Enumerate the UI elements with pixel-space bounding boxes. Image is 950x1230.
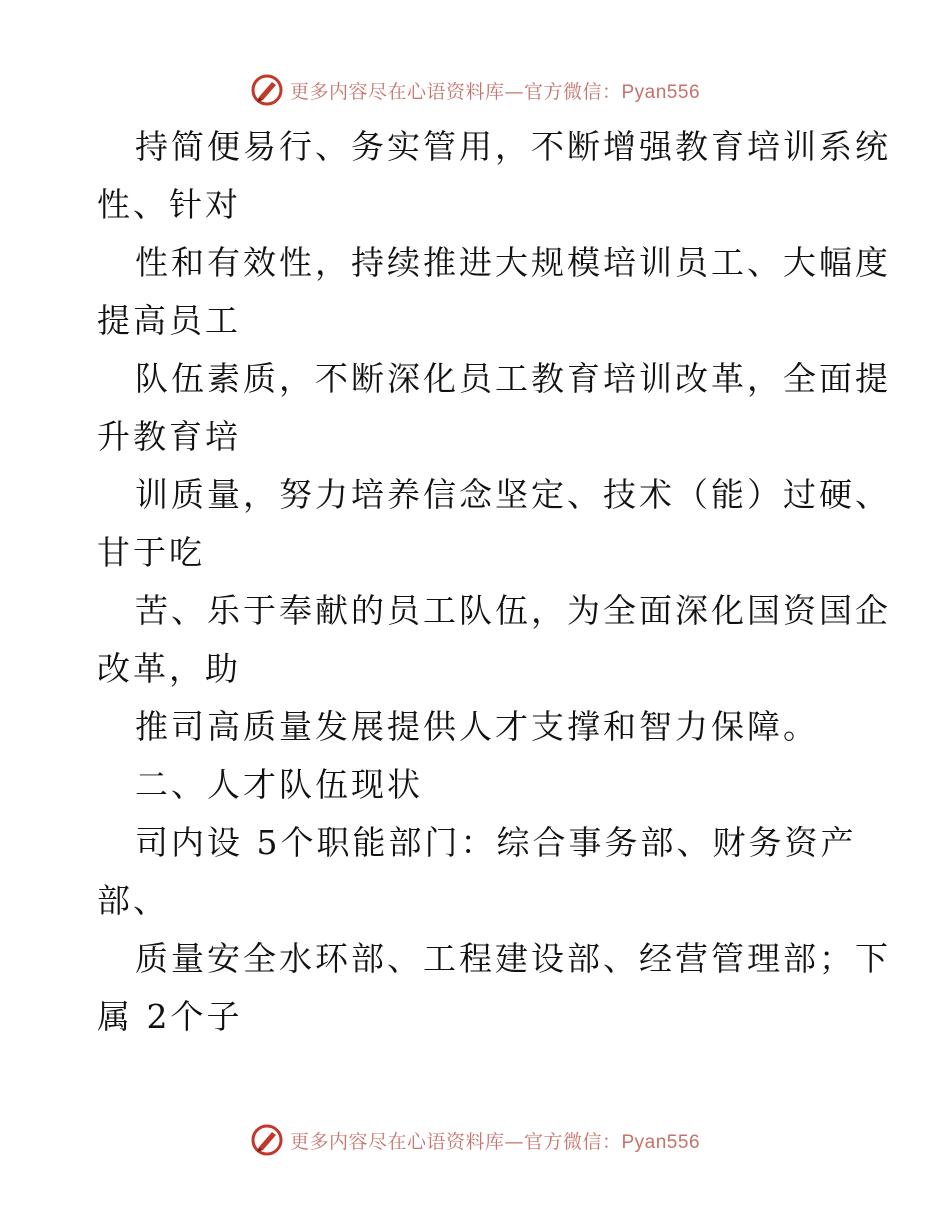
body-line: 部、 (97, 881, 169, 920)
body-line: 性、针对 (97, 185, 241, 224)
footer-watermark (0, 1120, 950, 1160)
body-line: 甘于吃 (97, 533, 205, 572)
watermark-text: 更多内容尽在心语资料库—官方微信：Pyan556 (289, 1130, 701, 1153)
body-line: 性和有效性，持续推进大规模培训员工、大幅度 (135, 243, 891, 282)
body-line: 升教育培 (97, 417, 241, 456)
body-line: 提高员工 (97, 301, 241, 340)
body-line: 质量安全水环部、工程建设部、经营管理部；下 (135, 939, 891, 978)
watermark-text: 更多内容尽在心语资料库—官方微信：Pyan556 (289, 80, 701, 103)
pen-nib-logo-icon (250, 1123, 284, 1157)
body-line: 司内设 5个职能部门：综合事务部、财务资产 (135, 823, 857, 862)
body-line: 改革，助 (97, 649, 241, 688)
body-line: 属 2个子 (97, 997, 243, 1036)
body-line: 推司高质量发展提供人才支撑和智力保障。 (135, 707, 819, 746)
body-line: 训质量，努力培养信念坚定、技术（能）过硬、 (135, 475, 891, 514)
body-line: 苦、乐于奉献的员工队伍，为全面深化国资国企 (135, 591, 891, 630)
document-body (97, 118, 891, 1046)
header-watermark (0, 70, 950, 110)
pen-nib-logo-icon (250, 73, 284, 107)
body-line: 持简便易行、务实管用，不断增强教育培训系统 (135, 127, 891, 166)
body-line: 队伍素质，不断深化员工教育培训改革，全面提 (135, 359, 891, 398)
section-heading: 二、人才队伍现状 (135, 765, 423, 804)
